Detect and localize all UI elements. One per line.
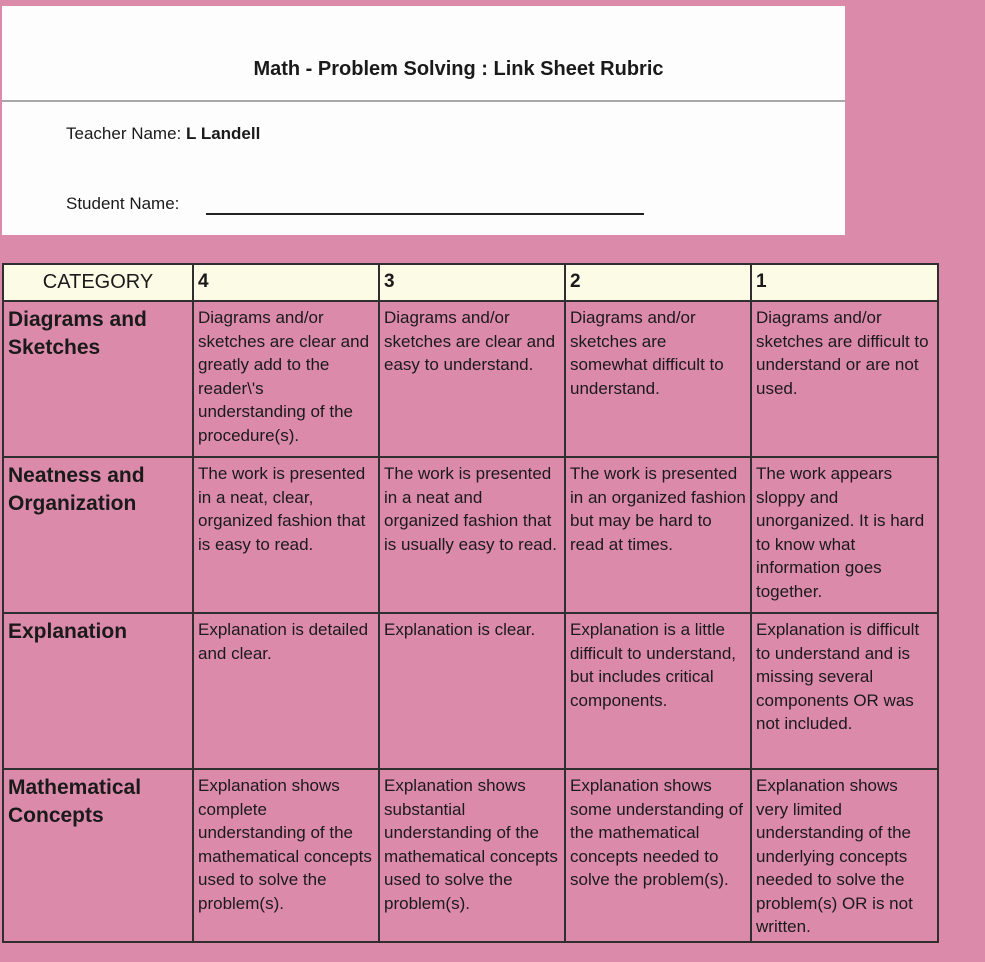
criteria-cell-2: Explanation shows some understanding of the mathematical concepts needed to solve the problem(s). [565,769,751,942]
rubric-header-row [3,264,938,301]
criteria-cell-1: Explanation is difficult to understand and is missing several components OR was not included. [751,613,938,769]
criteria-cell-2: Explanation is a little difficult to understand, but includes critical components. [565,613,751,769]
criteria-cell-2: The work is presented in an organized fashion but may be hard to read at times. [565,457,751,613]
student-name-row [66,194,644,215]
table-row [3,769,938,942]
criteria-cell-3: Explanation is clear. [379,613,565,769]
criteria-cell-1: Explanation shows very limited understanding of the underlying concepts needed to solve the problem(s) OR is not written. [751,769,938,942]
criteria-cell-4: The work is presented in a neat, clear, organized fashion that is easy to read. [193,457,379,613]
table-row [3,457,938,613]
column-header-score-2: 2 [565,264,751,301]
teacher-name-row [66,124,260,144]
criteria-cell-1: The work appears sloppy and unorganized. It is hard to know what information goes together. [751,457,938,613]
teacher-name-value: L Landell [186,124,261,143]
criteria-cell-4: Explanation is detailed and clear. [193,613,379,769]
rubric-table [2,263,939,943]
table-row [3,301,938,457]
category-cell: Mathematical Concepts [3,769,193,942]
criteria-cell-3: The work is presented in a neat and organized fashion that is usually easy to read. [379,457,565,613]
header-panel [2,6,845,235]
criteria-cell-3: Explanation shows substantial understanding of the mathematical concepts used to solve the problem(s). [379,769,565,942]
page-title: Math - Problem Solving : Link Sheet Rubric [253,58,664,80]
table-row [3,613,938,769]
category-cell: Diagrams and Sketches [3,301,193,457]
column-header-score-4: 4 [193,264,379,301]
category-cell: Neatness and Organization [3,457,193,613]
column-header-score-1: 1 [751,264,938,301]
header-divider [2,100,845,102]
category-cell: Explanation [3,613,193,769]
criteria-cell-1: Diagrams and/or sketches are difficult to understand or are not used. [751,301,938,457]
student-name-label: Student Name: [66,194,180,213]
criteria-cell-3: Diagrams and/or sketches are clear and easy to understand. [379,301,565,457]
teacher-name-label: Teacher Name: [66,124,182,143]
student-name-blank-line [206,197,644,215]
criteria-cell-4: Explanation shows complete understanding of the mathematical concepts used to solve the problem(s). [193,769,379,942]
column-header-score-3: 3 [379,264,565,301]
column-header-category: CATEGORY [3,264,193,301]
criteria-cell-4: Diagrams and/or sketches are clear and greatly add to the reader\'s understanding of the procedure(s). [193,301,379,457]
criteria-cell-2: Diagrams and/or sketches are somewhat difficult to understand. [565,301,751,457]
